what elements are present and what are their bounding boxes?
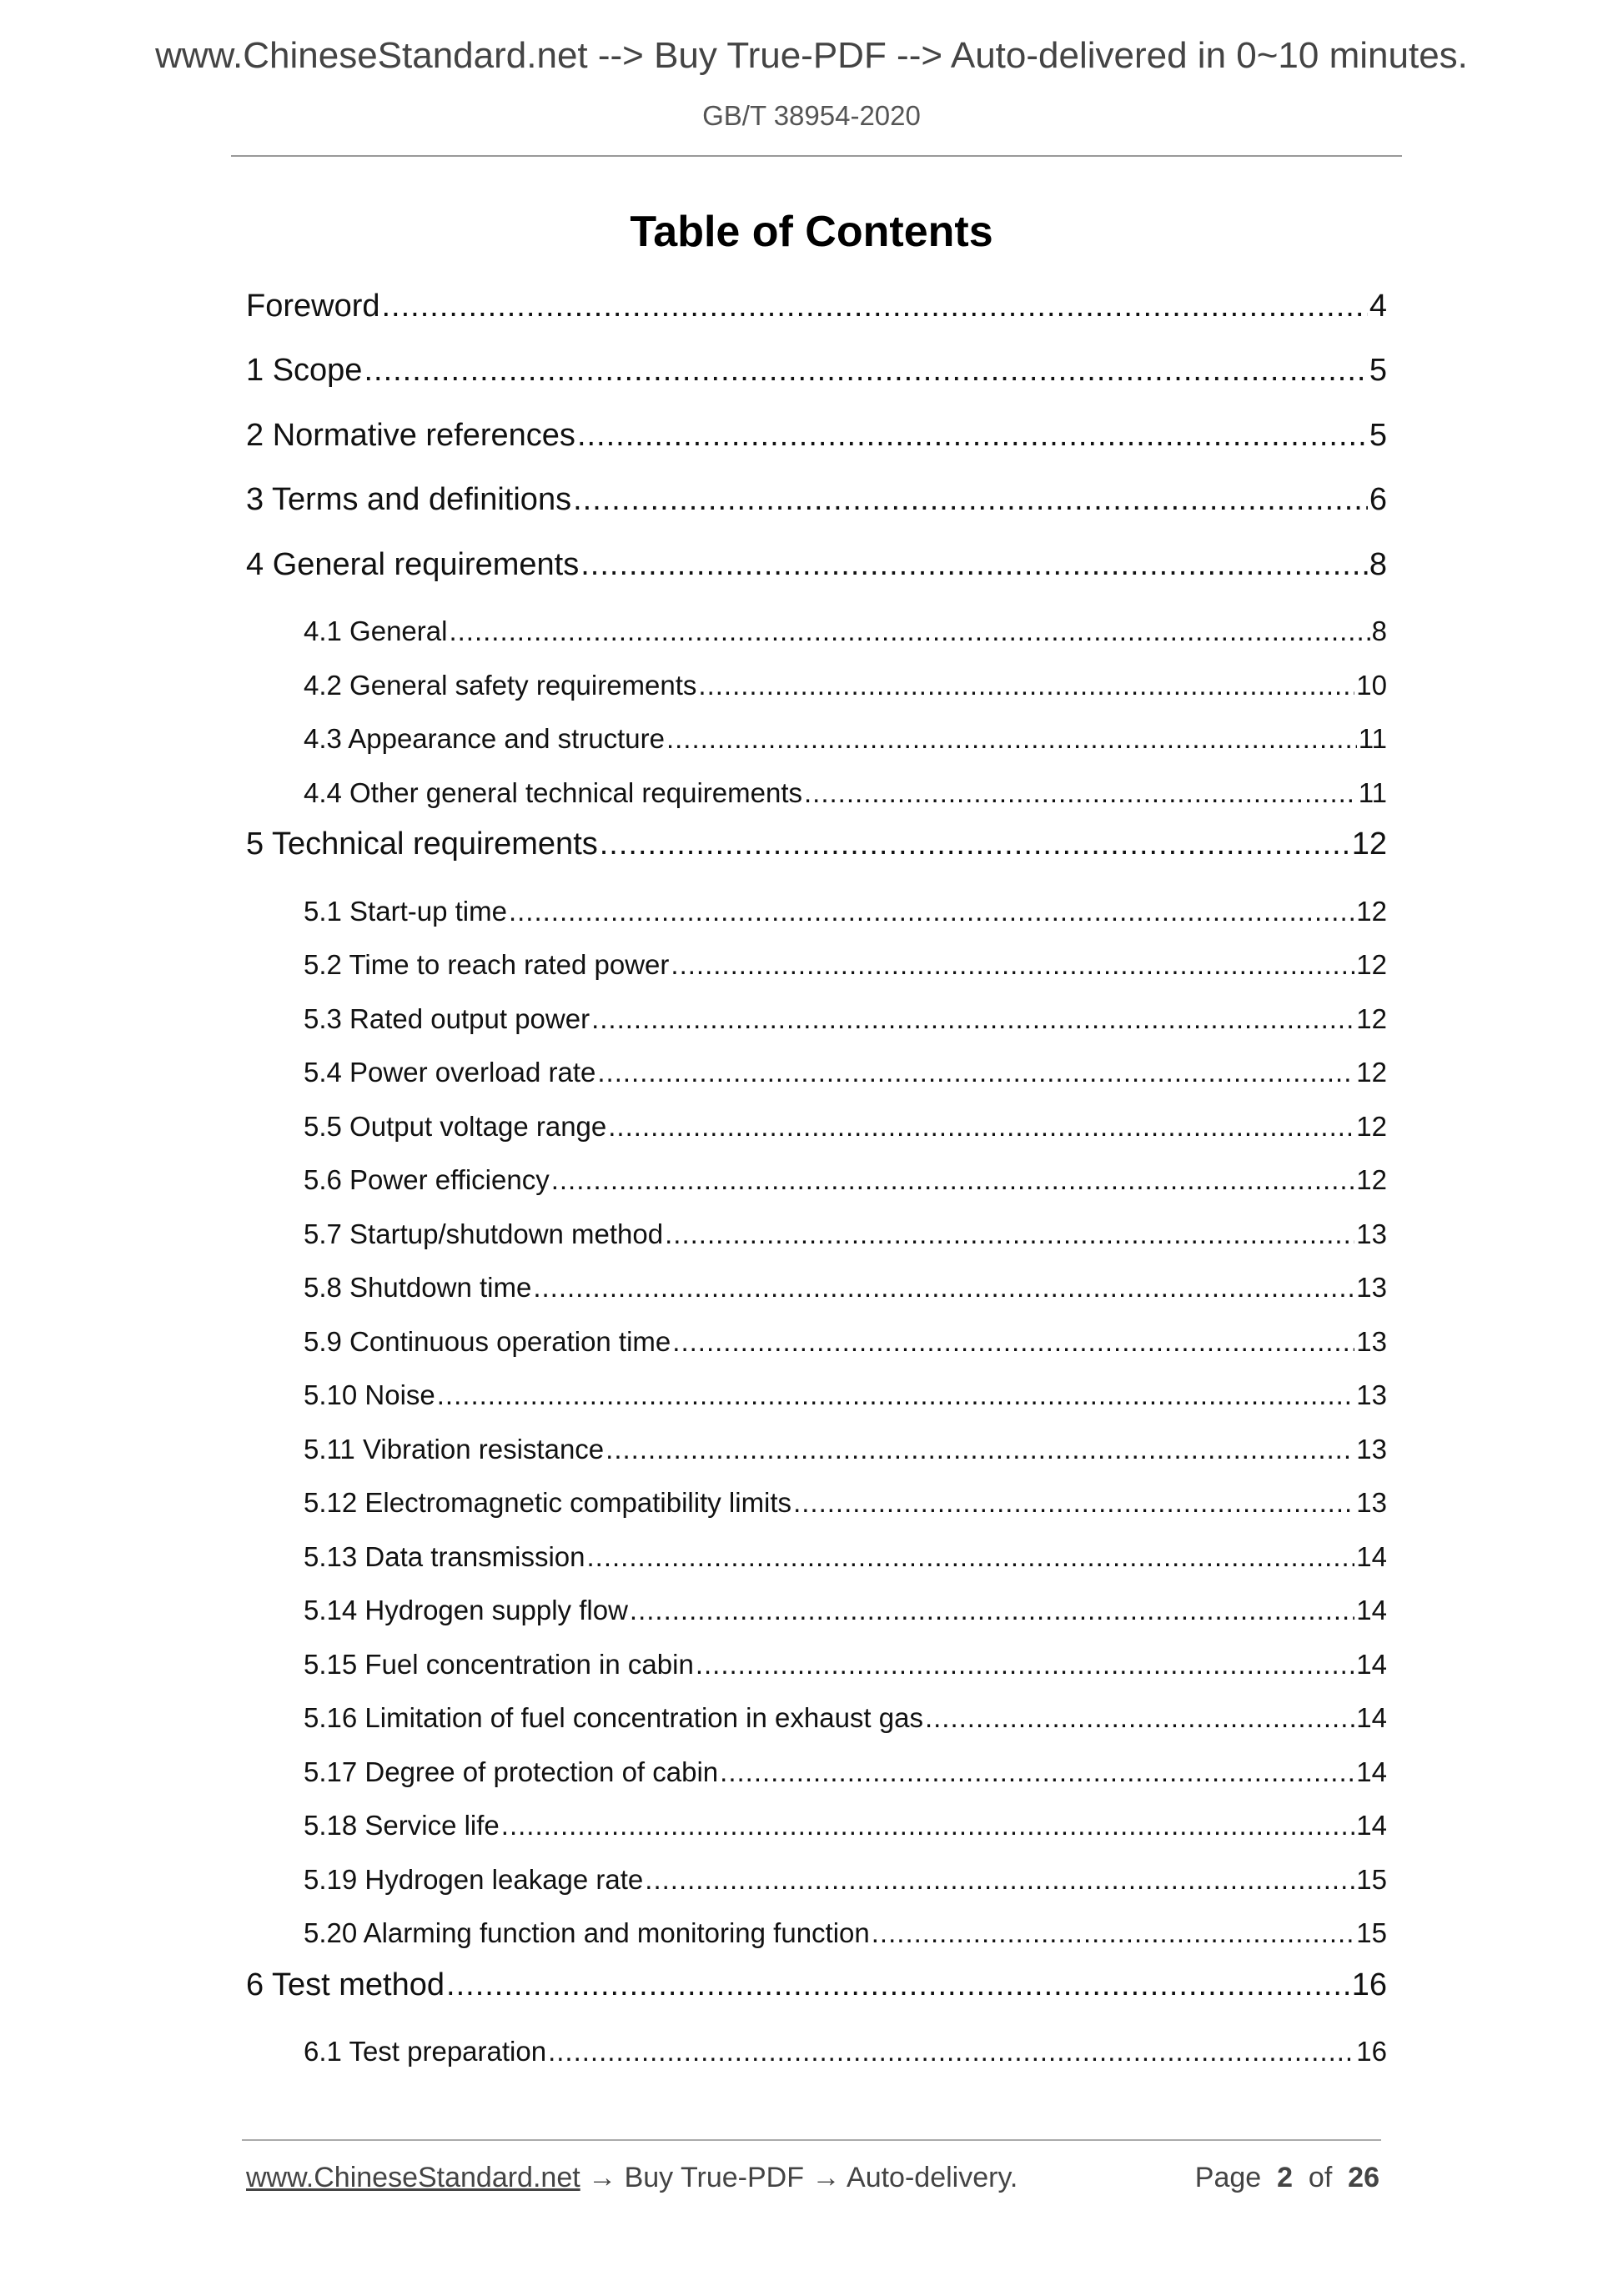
dot-leader	[804, 777, 1357, 809]
toc-entry-page: 12	[1356, 1164, 1387, 1195]
page-label: Page	[1194, 2162, 1262, 2193]
toc-entry[interactable]	[246, 1747, 1387, 1801]
dot-leader	[382, 289, 1368, 324]
toc-entry-page: 14	[1356, 1756, 1387, 1787]
toc-entry-page: 16	[1351, 1967, 1387, 2002]
dot-leader	[645, 1864, 1354, 1896]
toc-entry-label: 5.14 Hydrogen supply flow	[304, 1595, 628, 1625]
dot-leader	[630, 1595, 1354, 1626]
toc-entry[interactable]	[246, 1102, 1387, 1156]
toc-entry[interactable]	[246, 941, 1387, 995]
dot-leader	[925, 1702, 1354, 1734]
total-pages: 26	[1348, 2162, 1379, 2193]
toc-entry-page: 14	[1356, 1648, 1387, 1680]
arrow-icon: →	[812, 2162, 841, 2193]
toc-entry-label: 5.19 Hydrogen leakage rate	[304, 1863, 644, 1895]
dot-leader	[580, 547, 1368, 583]
footer	[246, 2162, 1379, 2194]
toc-entry[interactable]	[246, 542, 1387, 596]
toc-entry-page: 16	[1356, 2036, 1387, 2067]
toc-entry-label: 5 Technical requirements	[246, 826, 598, 862]
toc-entry-page: 6	[1369, 482, 1387, 517]
toc-entry[interactable]	[246, 1424, 1387, 1479]
toc-entry-label: 5.12 Electromagnetic compatibility limits	[304, 1487, 792, 1518]
toc-entry[interactable]	[246, 1209, 1387, 1264]
dot-leader	[608, 1111, 1354, 1143]
dot-leader	[672, 1326, 1354, 1358]
footer-left	[246, 2162, 1018, 2194]
dot-leader	[666, 723, 1357, 755]
toc-entry[interactable]	[246, 715, 1387, 769]
toc-entry[interactable]	[246, 822, 1387, 877]
table-of-contents	[246, 284, 1387, 2081]
toc-entry-label: 5.4 Power overload rate	[304, 1057, 596, 1088]
dot-leader	[449, 615, 1369, 647]
toc-entry-page: 11	[1358, 723, 1387, 754]
toc-entry[interactable]	[246, 1801, 1387, 1856]
toc-entry-label: 5.20 Alarming function and monitoring function	[304, 1917, 870, 1948]
toc-entry[interactable]	[246, 607, 1387, 661]
toc-entry-label: 5.8 Shutdown time	[304, 1272, 532, 1303]
dot-leader	[605, 1434, 1354, 1465]
toc-entry-page: 5	[1369, 417, 1387, 453]
dot-leader	[698, 670, 1354, 701]
footer-divider	[242, 2139, 1381, 2141]
dot-leader	[533, 1272, 1354, 1304]
toc-entry-label: 6.1 Test preparation	[304, 2036, 547, 2067]
dot-leader	[671, 949, 1354, 981]
dot-leader	[872, 1917, 1355, 1949]
toc-entry-page: 12	[1351, 826, 1387, 862]
toc-entry[interactable]	[246, 1640, 1387, 1694]
footer-delivery-text: Auto-delivery.	[847, 2162, 1018, 2193]
toc-entry[interactable]	[246, 1586, 1387, 1640]
toc-entry-page: 12	[1356, 949, 1387, 980]
toc-entry-label: 5.13 Data transmission	[304, 1540, 585, 1572]
current-page: 2	[1277, 2162, 1293, 2193]
toc-entry-label: 4.2 General safety requirements	[304, 669, 697, 701]
toc-entry-label: 4.1 General	[304, 615, 448, 646]
dot-leader	[437, 1379, 1355, 1411]
toc-entry[interactable]	[246, 1694, 1387, 1748]
document-id: GB/T 38954-2020	[702, 100, 921, 131]
toc-entry-page: 13	[1356, 1487, 1387, 1518]
toc-entry-label: 5.18 Service life	[304, 1810, 500, 1841]
dot-leader	[548, 2036, 1354, 2067]
toc-entry-page: 13	[1356, 1433, 1387, 1465]
toc-entry-page: 15	[1356, 1917, 1387, 1948]
toc-entry-page: 14	[1356, 1810, 1387, 1841]
toc-entry-label: 4.3 Appearance and structure	[304, 723, 665, 754]
dot-leader	[720, 1756, 1354, 1788]
toc-entry[interactable]	[246, 994, 1387, 1048]
toc-entry[interactable]	[246, 413, 1387, 467]
page-title: Table of Contents	[630, 208, 993, 256]
toc-entry-label: 5.3 Rated output power	[304, 1002, 590, 1034]
dot-leader	[587, 1541, 1355, 1573]
toc-entry-page: 13	[1356, 1325, 1387, 1357]
dot-leader	[364, 353, 1367, 389]
dot-leader	[600, 826, 1350, 862]
toc-entry[interactable]	[246, 768, 1387, 822]
toc-entry-label: 5.11 Vibration resistance	[304, 1433, 605, 1465]
toc-entry[interactable]	[246, 1371, 1387, 1425]
toc-entry-page: 8	[1371, 615, 1387, 646]
dot-leader	[591, 1003, 1354, 1035]
dot-leader	[446, 1967, 1350, 2003]
toc-entry-page: 11	[1358, 776, 1387, 808]
dot-leader	[509, 896, 1354, 927]
dot-leader	[573, 482, 1368, 518]
toc-entry-page: 12	[1356, 1057, 1387, 1088]
header-divider	[231, 155, 1402, 157]
toc-entry-page: 14	[1356, 1702, 1387, 1733]
toc-entry-page: 15	[1356, 1863, 1387, 1895]
toc-entry[interactable]	[246, 1048, 1387, 1103]
arrow-icon: →	[588, 2162, 617, 2193]
toc-entry-label: 5.9 Continuous operation time	[304, 1325, 671, 1357]
footer-site-link[interactable]: www.ChineseStandard.net	[246, 2162, 580, 2193]
toc-entry[interactable]	[246, 1317, 1387, 1371]
toc-entry[interactable]	[246, 478, 1387, 532]
toc-entry-label: 5.17 Degree of protection of cabin	[304, 1756, 719, 1787]
dot-leader	[577, 418, 1368, 454]
toc-entry-page: 12	[1356, 895, 1387, 927]
toc-entry-page: 12	[1356, 1002, 1387, 1034]
toc-entry-label: 5.10 Noise	[304, 1379, 435, 1410]
toc-entry[interactable]	[246, 1532, 1387, 1586]
toc-entry-label: Foreword	[246, 288, 380, 324]
toc-entry[interactable]	[246, 887, 1387, 941]
toc-entry-label: 5.1 Start-up time	[304, 895, 507, 927]
toc-entry[interactable]	[246, 1479, 1387, 1533]
dot-leader	[793, 1487, 1354, 1519]
toc-entry[interactable]	[246, 1264, 1387, 1318]
toc-entry-page: 12	[1356, 1110, 1387, 1142]
toc-entry[interactable]	[246, 1855, 1387, 1909]
toc-entry[interactable]	[246, 1909, 1387, 1963]
dot-leader	[551, 1164, 1355, 1196]
toc-entry-label: 5.15 Fuel concentration in cabin	[304, 1648, 694, 1680]
toc-entry-page: 4	[1369, 288, 1387, 324]
dot-leader	[696, 1649, 1354, 1681]
page-indicator	[1195, 2162, 1379, 2194]
toc-entry-label: 6 Test method	[246, 1967, 445, 2002]
toc-entry-label: 5.16 Limitation of fuel concentration in exhaust gas	[304, 1702, 923, 1733]
toc-entry-label: 1 Scope	[246, 353, 363, 388]
toc-entry-label: 4.4 Other general technical requirements	[304, 776, 802, 808]
toc-entry-page: 14	[1356, 1595, 1387, 1625]
toc-entry-page: 13	[1356, 1218, 1387, 1249]
dot-leader	[665, 1218, 1354, 1250]
toc-entry-page: 10	[1356, 669, 1387, 701]
toc-entry-label: 5.2 Time to reach rated power	[304, 949, 670, 980]
toc-entry[interactable]	[246, 2027, 1387, 2082]
of-label: of	[1308, 2162, 1333, 2193]
footer-buy-text: Buy True-PDF	[624, 2162, 804, 2193]
toc-entry-label: 4 General requirements	[246, 546, 580, 582]
toc-entry[interactable]	[246, 1156, 1387, 1210]
toc-entry[interactable]	[246, 349, 1387, 403]
dot-leader	[501, 1810, 1354, 1841]
toc-entry-label: 2 Normative references	[246, 417, 575, 453]
toc-entry[interactable]	[246, 1962, 1387, 2017]
header-banner: www.ChineseStandard.net --> Buy True-PDF --> Auto-delivered in 0~10 minutes.	[155, 35, 1468, 76]
toc-entry-page: 8	[1369, 546, 1387, 582]
dot-leader	[597, 1057, 1354, 1088]
toc-entry-page: 13	[1356, 1272, 1387, 1303]
toc-entry-label: 5.6 Power efficiency	[304, 1164, 550, 1195]
toc-entry-page: 5	[1369, 353, 1387, 388]
toc-entry[interactable]	[246, 661, 1387, 715]
toc-entry-page: 13	[1356, 1379, 1387, 1410]
toc-entry-label: 3 Terms and definitions	[246, 482, 572, 517]
toc-entry-label: 5.5 Output voltage range	[304, 1110, 607, 1142]
toc-entry[interactable]	[246, 284, 1387, 338]
toc-entry-page: 14	[1356, 1540, 1387, 1572]
toc-entry-label: 5.7 Startup/shutdown method	[304, 1218, 664, 1249]
